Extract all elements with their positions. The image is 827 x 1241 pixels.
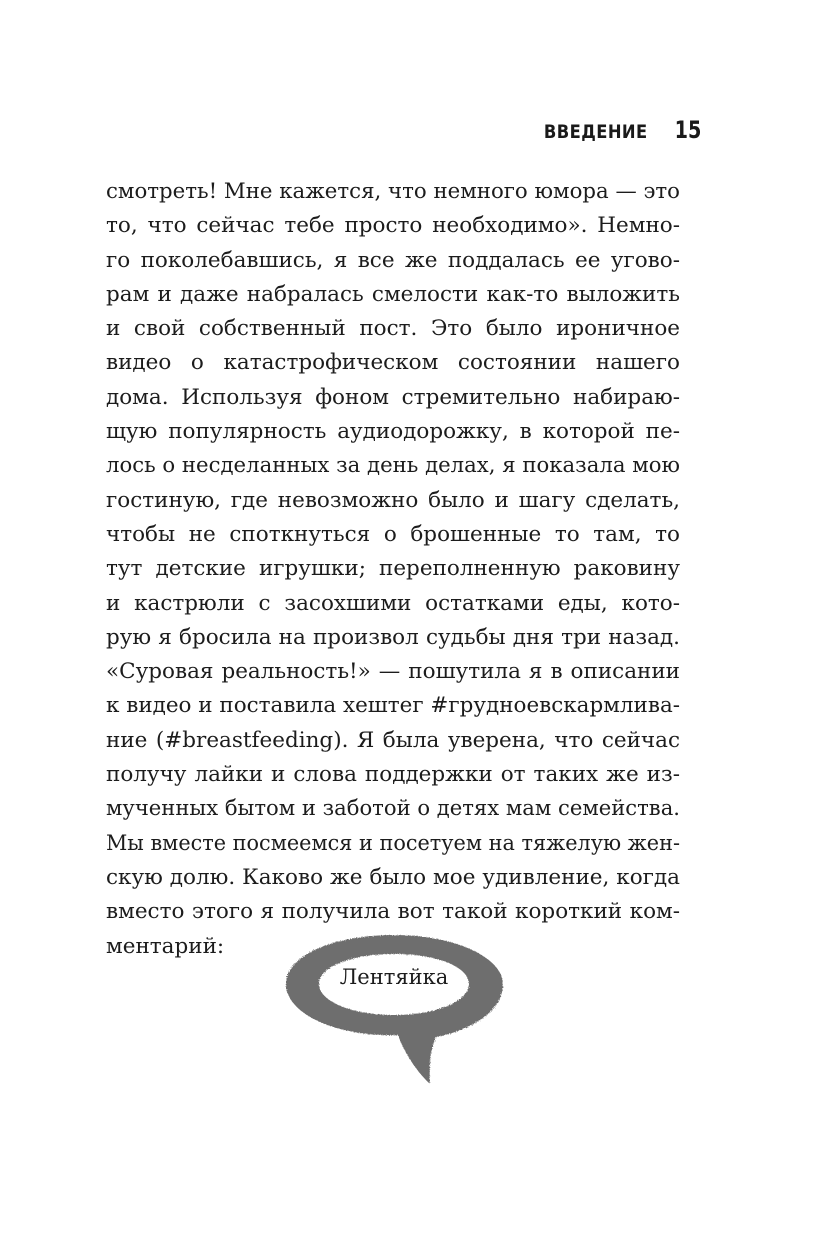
speech-bubble [284,933,504,1085]
text-line: рую я бросила на произвол судьбы дня три назад. [106,624,680,650]
text-line: мученных бытом и заботой о детях мам семейства. [106,796,680,822]
text-line: смотреть! Мне кажется, что немного юмора — это [106,179,680,204]
text-line: дома. Используя фоном стремительно набираю- [106,384,680,410]
text-line: лось о несделанных за день делах, я показала мою [106,453,680,479]
text-line: го поколебавшись, я все же поддалась ее угово- [106,247,680,273]
speech-bubble-shape [284,933,504,1085]
text-line: ние (#breastfeeding). Я была уверена, что сейчас [106,727,680,753]
text-line: получу лайки и слова поддержки от таких же из- [106,762,680,788]
text-line: «Суровая реальность!» — пошутила я в описании [106,659,680,685]
section-title: ВВЕДЕНИЕ [543,121,648,143]
text-line: и свой собственный пост. Это было ироничное [106,316,680,342]
text-line: щую популярность аудиодорожку, в которой пе- [106,419,680,445]
text-line: видео о катастрофическом состоянии нашего [106,350,680,376]
text-line: рам и даже набралась смелости как-то выложить [106,281,680,307]
body-text [106,175,680,964]
text-line: Мы вместе посмеемся и посетуем на тяжелую жен- [106,830,680,856]
text-line: тут детские игрушки; переполненную раковину [106,556,680,582]
text-line: вместо этого я получила вот такой короткий ком- [106,899,680,925]
text-line: к видео и поставила хештег #грудноевскармлива- [106,693,680,719]
text-line-content: ментарий: [106,933,225,959]
page-number: 15 [674,116,701,144]
text-line: скую долю. Каково же было мое удивление, когда [106,864,680,890]
speech-bubble-text: Лентяйка [339,965,449,989]
text-line: чтобы не споткнуться о брошенные то там, то [106,521,680,547]
text-line: гостиную, где невозможно было и шагу сделать, [106,487,680,513]
text-line: и кастрюли с засохшими остатками еды, кото- [106,590,680,616]
text-line: то, что сейчас тебе просто необходимо». Немно- [106,213,680,239]
running-head [527,116,701,144]
